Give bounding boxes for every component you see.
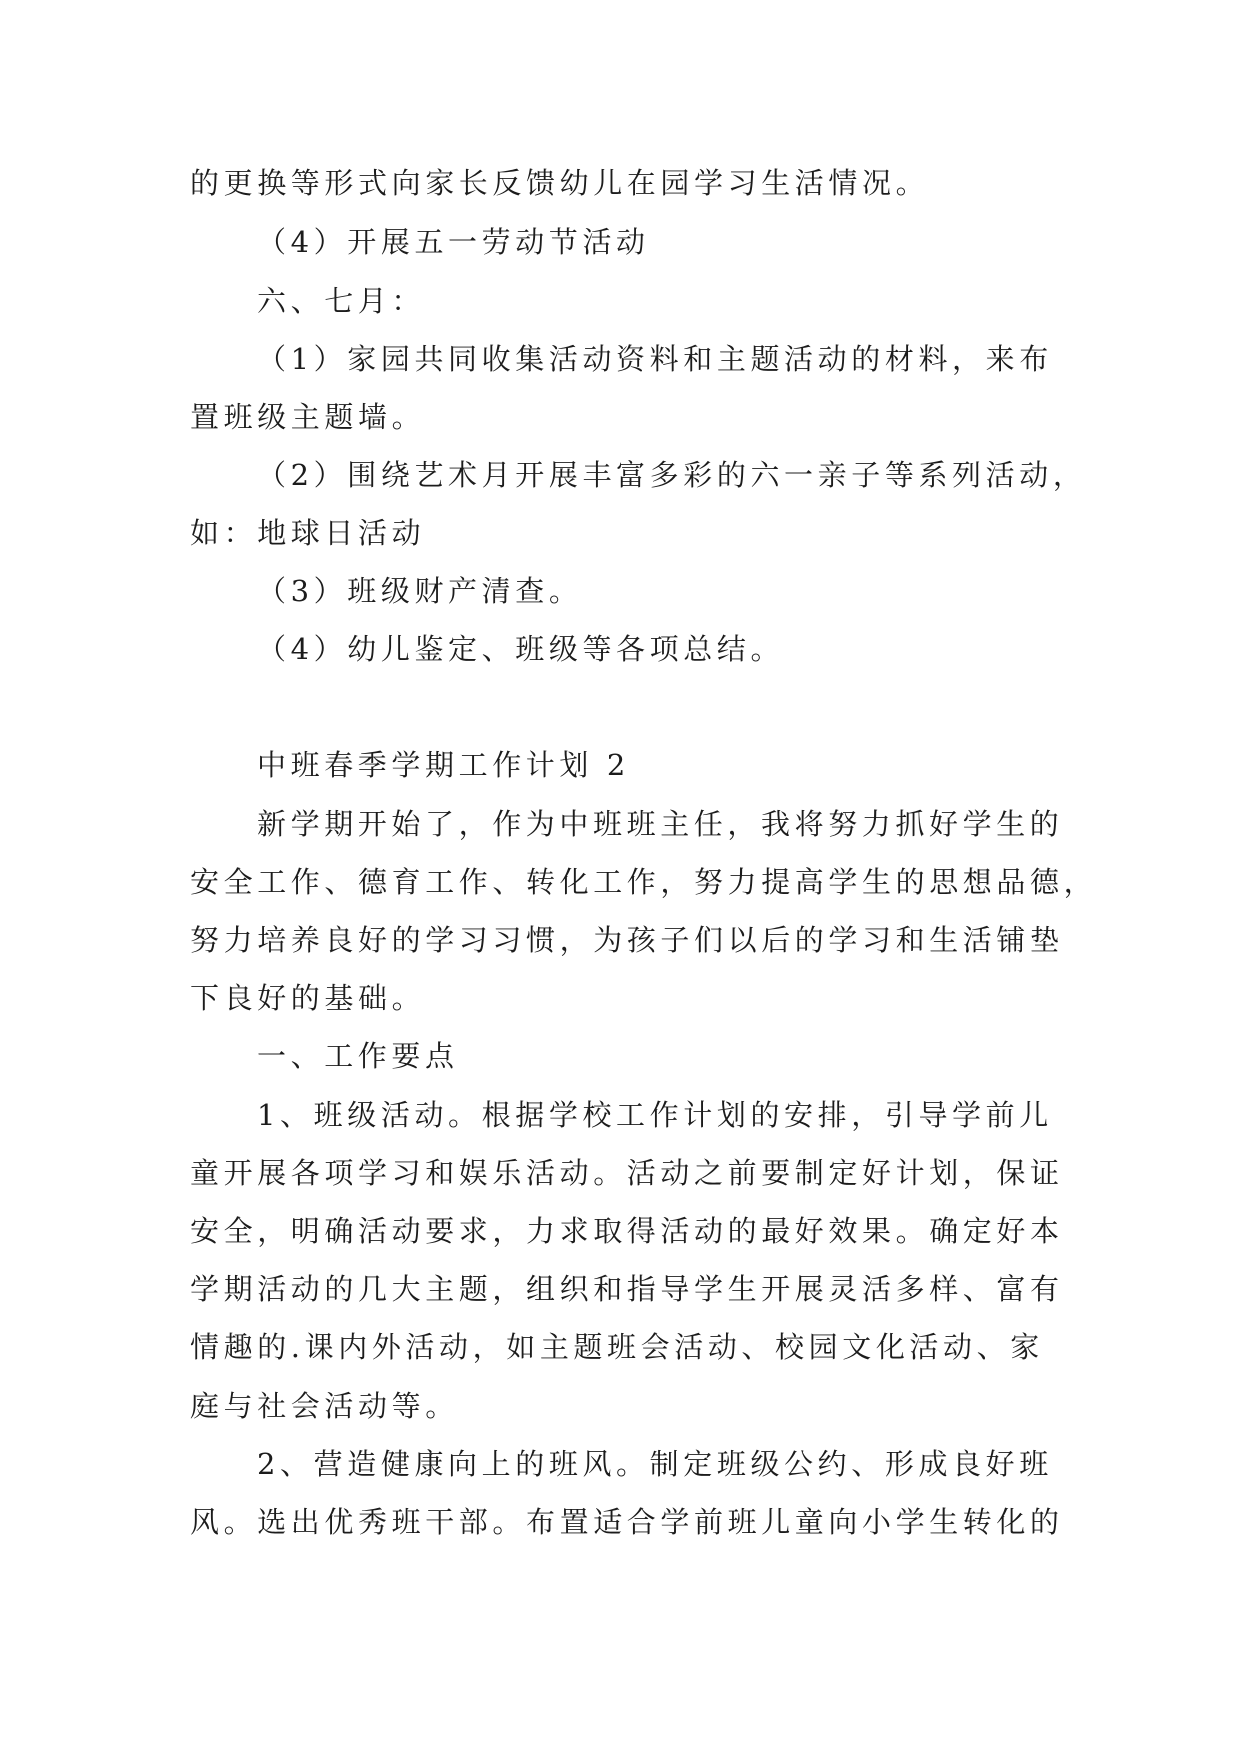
- text-line: 努力培养良好的学习习惯，为孩子们以后的学习和生活铺垫: [190, 923, 1064, 957]
- text-line: 学期活动的几大主题，组织和指导学生开展灵活多样、富有: [190, 1272, 1064, 1306]
- text-line: 风。选出优秀班干部。布置适合学前班儿童向小学生转化的: [190, 1505, 1064, 1539]
- text-line: 童开展各项学习和娱乐活动。活动之前要制定好计划，保证: [190, 1156, 1064, 1190]
- text-line: （3）班级财产清查。: [257, 574, 583, 608]
- text-line: 六、七月：: [257, 284, 426, 318]
- text-line: （4）幼儿鉴定、班级等各项总结。: [257, 632, 785, 666]
- text-line: 置班级主题墙。: [190, 400, 426, 434]
- text-line: 安全，明确活动要求，力求取得活动的最好效果。确定好本: [190, 1214, 1064, 1248]
- text-line: 庭与社会活动等。: [190, 1389, 459, 1423]
- text-line: 一、工作要点: [257, 1039, 459, 1073]
- text-line: 下良好的基础。: [190, 981, 426, 1015]
- text-line: 情趣的.课内外活动，如主题班会活动、校园文化活动、家: [190, 1330, 1044, 1364]
- text-line: 如：地球日活动: [190, 516, 426, 550]
- text-line: 1、班级活动。根据学校工作计划的安排，引导学前儿: [257, 1098, 1053, 1132]
- text-line: 安全工作、德育工作、转化工作，努力提高学生的思想品德，: [190, 865, 1098, 899]
- text-line: 的更换等形式向家长反馈幼儿在园学习生活情况。: [190, 166, 930, 200]
- text-line: 2、营造健康向上的班风。制定班级公约、形成良好班: [257, 1447, 1053, 1481]
- text-line: （2）围绕艺术月开展丰富多彩的六一亲子等系列活动，: [257, 458, 1087, 492]
- text-line: （4）开展五一劳动节活动: [257, 225, 650, 259]
- section-title: 中班春季学期工作计划 2: [257, 748, 630, 782]
- text-line: （1）家园共同收集活动资料和主题活动的材料，来布: [257, 342, 1053, 376]
- text-line: 新学期开始了，作为中班班主任，我将努力抓好学生的: [257, 807, 1064, 841]
